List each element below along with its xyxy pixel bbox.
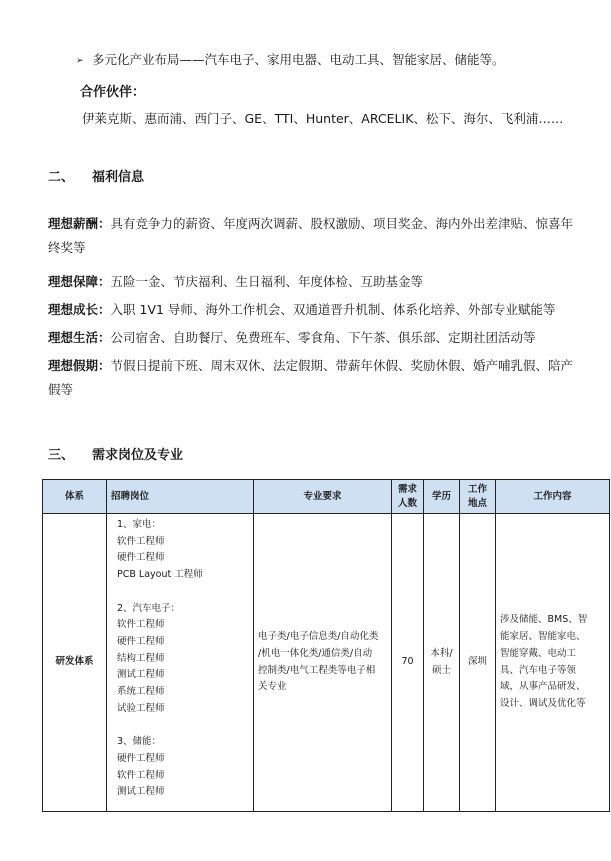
position-item: 硬件工程师 xyxy=(117,752,165,764)
header-count-l1: 需求 xyxy=(397,483,417,495)
welfare-label: 理想成长： xyxy=(48,302,111,317)
welfare-security xyxy=(48,270,576,294)
education-line: 硕士 xyxy=(431,664,451,676)
position-item: 系统工程师 xyxy=(117,686,165,698)
industry-layout-bullet xyxy=(76,50,505,68)
welfare-label: 理想保障： xyxy=(48,274,111,289)
content-line: 能家居、智能家电、 xyxy=(500,631,586,643)
welfare-text: 公司宿舍、自助餐厅、免费班车、零食角、下午茶、俱乐部、定期社团活动等 xyxy=(110,330,536,345)
section-3-heading: 需求岗位及专业 xyxy=(92,448,184,463)
header-location-l2: 地点 xyxy=(467,497,487,509)
position-group-title: 2、汽车电子： xyxy=(117,602,181,614)
table-row xyxy=(43,514,610,812)
position-item: 硬件工程师 xyxy=(117,635,165,647)
position-item: 软件工程师 xyxy=(117,769,165,781)
section-2-title xyxy=(48,166,144,185)
welfare-label: 理想薪酬： xyxy=(48,216,111,231)
header-location xyxy=(460,480,496,514)
welfare-holiday xyxy=(48,354,576,402)
position-group-energy-storage xyxy=(117,734,253,801)
major-line: 控制类/电气工程类等电子相 xyxy=(258,664,376,676)
welfare-life xyxy=(48,326,576,350)
position-item: 测试工程师 xyxy=(117,669,165,681)
content-line: 具、汽车电子等领 xyxy=(500,664,577,676)
cell-positions xyxy=(107,514,254,812)
content-line: 设计、调试及优化等 xyxy=(500,697,586,709)
cell-content xyxy=(496,514,610,812)
welfare-text: 具有竞争力的薪资、年度两次调薪、股权激励、项目奖金、海内外出差津贴、惊喜年终奖等 xyxy=(48,216,574,255)
job-positions-table xyxy=(42,479,610,812)
arrow-bullet-icon: ➢ xyxy=(76,56,84,66)
section-2-number: 二、 xyxy=(48,170,75,185)
header-count-l2: 人数 xyxy=(397,497,417,509)
welfare-growth xyxy=(48,298,576,322)
section-3-title xyxy=(48,444,183,463)
welfare-text: 节假日提前下班、周末双休、法定假期、带薪年休假、奖励休假、婚产哺乳假、陪产假等 xyxy=(48,358,574,397)
section-2-heading: 福利信息 xyxy=(92,170,145,185)
partners-heading: 合作伙伴： xyxy=(80,85,146,100)
header-position: 招聘岗位 xyxy=(107,480,254,514)
header-location-l1: 工作 xyxy=(467,483,487,495)
industry-layout-text: 多元化产业布局——汽车电子、家用电器、电动工具、智能家居、储能等。 xyxy=(92,52,505,67)
position-group-title: 1、家电： xyxy=(117,519,162,530)
content-line: 涉及储能、BMS、智 xyxy=(500,614,588,626)
header-education: 学历 xyxy=(424,480,460,514)
position-item: 结构工程师 xyxy=(117,652,165,664)
major-line: /机电一体化类/通信类/自动 xyxy=(258,647,373,659)
position-item: PCB Layout 工程师 xyxy=(117,569,203,581)
welfare-label: 理想生活： xyxy=(48,330,111,345)
major-line: 电子类/电子信息类/自动化类 xyxy=(258,631,379,643)
header-content: 工作内容 xyxy=(496,480,610,514)
education-line: 本科/ xyxy=(430,647,453,659)
position-group-title: 3、储能： xyxy=(117,736,162,748)
partners-list: 伊莱克斯、惠而浦、西门子、GE、TTI、Hunter、ARCELIK、松下、海尔、飞利浦…… xyxy=(82,111,564,126)
content-line: 智能穿戴、电动工 xyxy=(500,647,577,659)
welfare-salary xyxy=(48,212,576,260)
cell-major xyxy=(254,514,392,812)
header-count xyxy=(392,480,424,514)
content-line: 域，从事产品研发、 xyxy=(500,681,586,693)
cell-location: 深圳 xyxy=(460,514,496,812)
position-item: 试验工程师 xyxy=(117,702,165,714)
welfare-text: 五险一金、节庆福利、生日福利、年度体检、互助基金等 xyxy=(110,274,424,289)
cell-system: 研发体系 xyxy=(43,514,107,812)
position-group-auto-electronics xyxy=(117,601,253,718)
major-line: 关专业 xyxy=(258,681,287,693)
position-group-appliance xyxy=(117,517,253,584)
position-item: 软件工程师 xyxy=(117,535,165,547)
cell-education xyxy=(424,514,460,812)
header-system: 体系 xyxy=(43,480,107,514)
table-header-row xyxy=(43,480,610,514)
welfare-text: 入职 1V1 导师、海外工作机会、双通道晋升机制、体系化培养、外部专业赋能等 xyxy=(110,302,556,317)
header-major: 专业要求 xyxy=(254,480,392,514)
position-item: 测试工程师 xyxy=(117,786,165,798)
position-item: 软件工程师 xyxy=(117,619,165,631)
position-item: 硬件工程师 xyxy=(117,552,165,564)
cell-count: 70 xyxy=(392,514,424,812)
welfare-label: 理想假期： xyxy=(48,358,111,373)
section-3-number: 三、 xyxy=(48,448,75,463)
